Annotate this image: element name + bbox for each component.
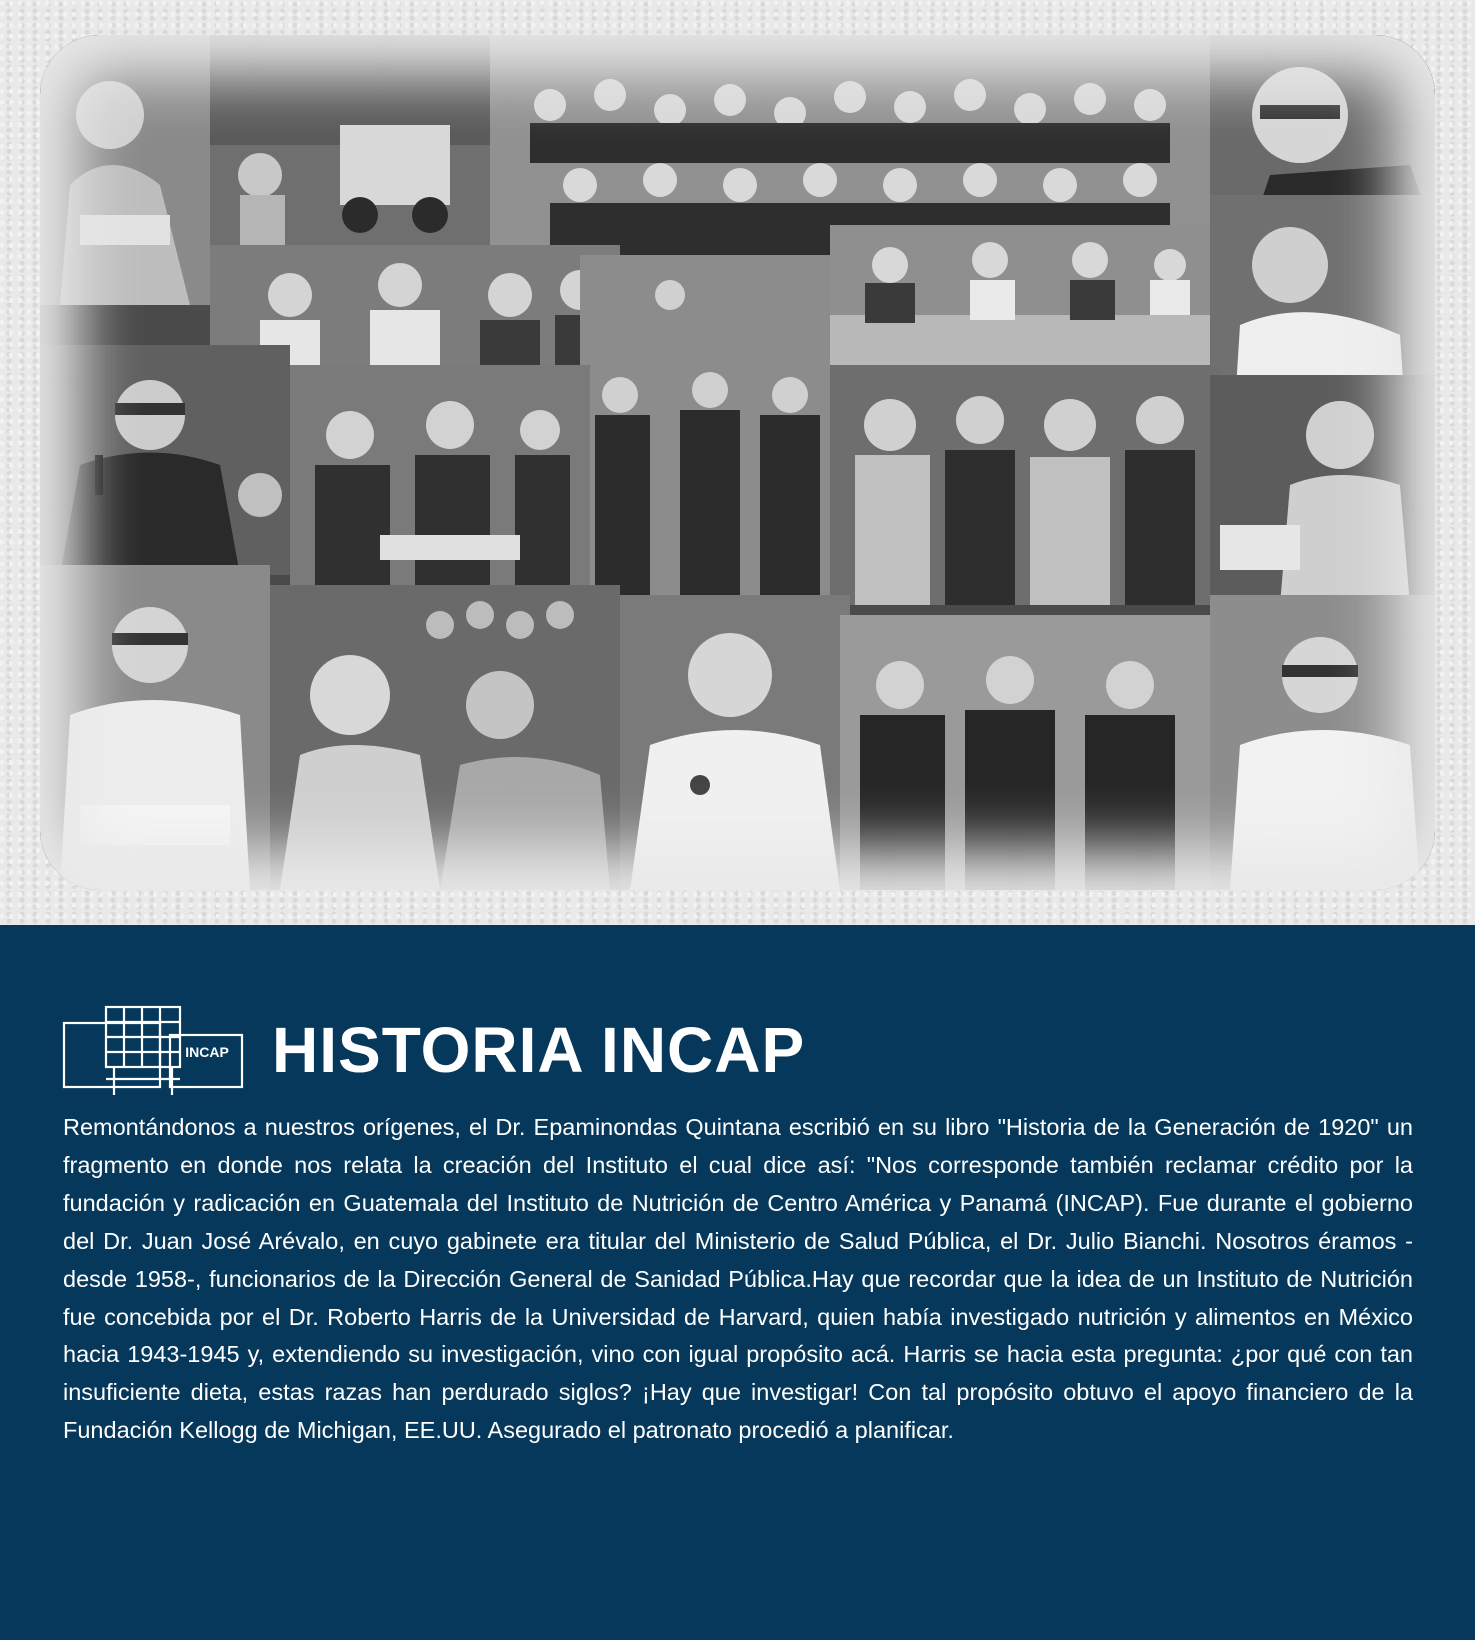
logo-label: INCAP: [185, 1044, 229, 1060]
photo-older-man-writing: [1210, 375, 1435, 605]
photo-women-meeting: [830, 225, 1210, 365]
photo-man-writing: [40, 35, 210, 305]
history-paragraph: Remontándonos a nuestros orígenes, el Dr. Epaminondas Quintana escribió en su libro "Historia de la Generación de 1920" un fragmento en donde nos relata la creación del Instituto el cual dice así: "Nos corresponde también reclamar crédito por la fundación y radicación en Guatemala del Instituto de Nutrición de Centro América y Panamá (INCAP). Fue durante el gobierno del Dr. Juan José Arévalo, en cuyo gabinete era titular del Ministerio de Salud Pública, el Dr. Julio Bianchi. Nosotros éramos -desde 1958-, funcionarios de la Dirección General de Sanidad Pública.Hay que recordar que la idea de un Instituto de Nutrición fue concebida por el Dr. Roberto Harris de la Universidad de Harvard, quien había investigado nutrición y alimentos en México hacia 1943-1945 y, extendiendo su investigación, vino con igual propósito acá. Harris se hacia esta pregunta: ¿por qué con tan insuficiente dieta, estas razas han perdurado siglos? ¡Hay que investigar! Con tal propósito obtuvo el apoyo financiero de la Fundación Kellogg de Michigan, EE.UU. Asegurado el patronato procedió a planificar.: [63, 1114, 1413, 1444]
history-info-panel: [0, 925, 1475, 1640]
section-heading: [62, 1005, 805, 1095]
photo-field-truck: [210, 35, 500, 275]
photo-doctor-lab-coat: [1210, 595, 1435, 890]
photo-examining-child: [270, 585, 620, 890]
page-title: HISTORIA INCAP: [272, 1014, 806, 1086]
photo-three-men-suits: [840, 615, 1210, 890]
photo-seated-discussion: [290, 365, 590, 595]
photo-standing-men: [580, 255, 840, 635]
photo-women-seated: [830, 365, 1220, 605]
photo-speaker-microphone: [40, 345, 290, 575]
photo-doctor-stethoscope: [620, 595, 850, 890]
photo-man-seated-notes: [40, 565, 270, 890]
historic-photo-collage: [40, 35, 1435, 890]
incap-building-logo: [62, 1005, 246, 1095]
